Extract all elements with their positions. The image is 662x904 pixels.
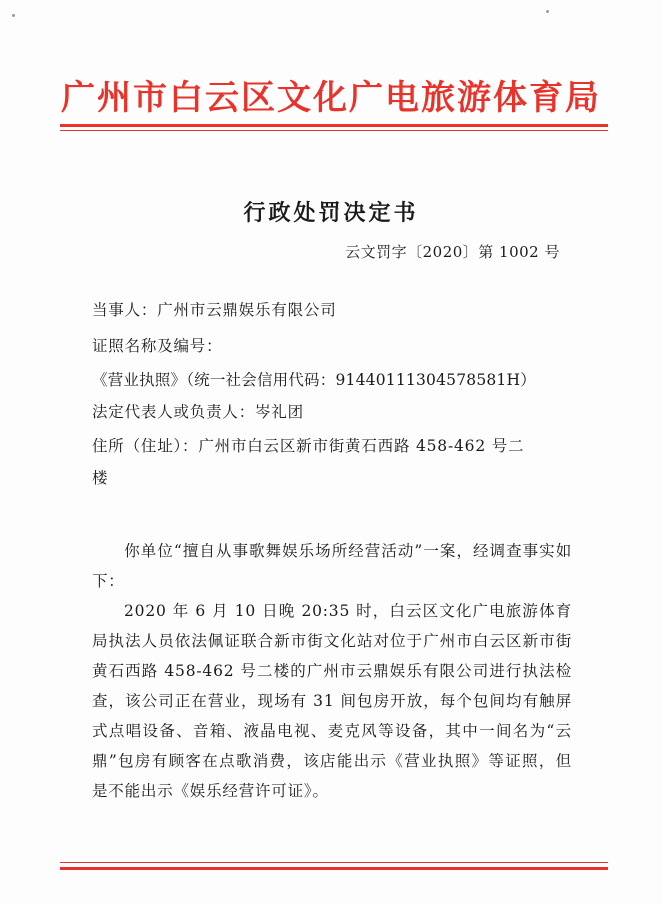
header-rule-thick — [60, 124, 608, 127]
address-line-continued: 楼 — [92, 469, 109, 487]
footer-rule-thick — [60, 867, 608, 870]
scan-speck — [12, 14, 15, 17]
license-number-line: 《营业执照》（统一社会信用代码：91440111304578581H） — [92, 371, 536, 389]
footer-rule-thin — [60, 862, 608, 863]
facts-paragraph — [92, 596, 572, 806]
facts-text: 2020 年 6 月 10 日晚 20:35 时，白云区文化广电旅游体育局执法人员依法佩证联合新市街文化站对位于广州市白云区新市街黄石西路 458-462 号二楼的广州市云鼎娱乐有限公司进行执法检查，该公司正在营业，现场有 31 间包房开放，每个包间均有触屏式点唱设备、音箱、液晶电视、麦克风等设备，其中一间名为“云鼎”包房有顾客在点歌消费，该店能出示《营业执照》等证照，但是不能出示《娱乐经营许可证》。 — [92, 602, 572, 800]
license-label: 证照名称及编号： — [92, 337, 223, 355]
case-intro-paragraph — [92, 536, 572, 596]
party-name-line: 当事人：广州市云鼎娱乐有限公司 — [92, 301, 337, 319]
case-intro-text: 你单位“擅自从事歌舞娱乐场所经营活动”一案，经调查事实如下： — [92, 542, 572, 590]
scan-speck — [546, 10, 549, 13]
legal-representative-line: 法定代表人或负责人：岑礼团 — [92, 403, 304, 421]
document-title: 行政处罚决定书 — [243, 200, 419, 226]
document-number: 云文罚字〔2020〕第 1002 号 — [345, 243, 560, 261]
header-rule-thin — [60, 130, 608, 131]
address-line: 住所（住址）：广州市白云区新市街黄石西路 458-462 号二 — [92, 437, 525, 455]
issuing-authority-header: 广州市白云区文化广电旅游体育局 — [61, 78, 601, 118]
